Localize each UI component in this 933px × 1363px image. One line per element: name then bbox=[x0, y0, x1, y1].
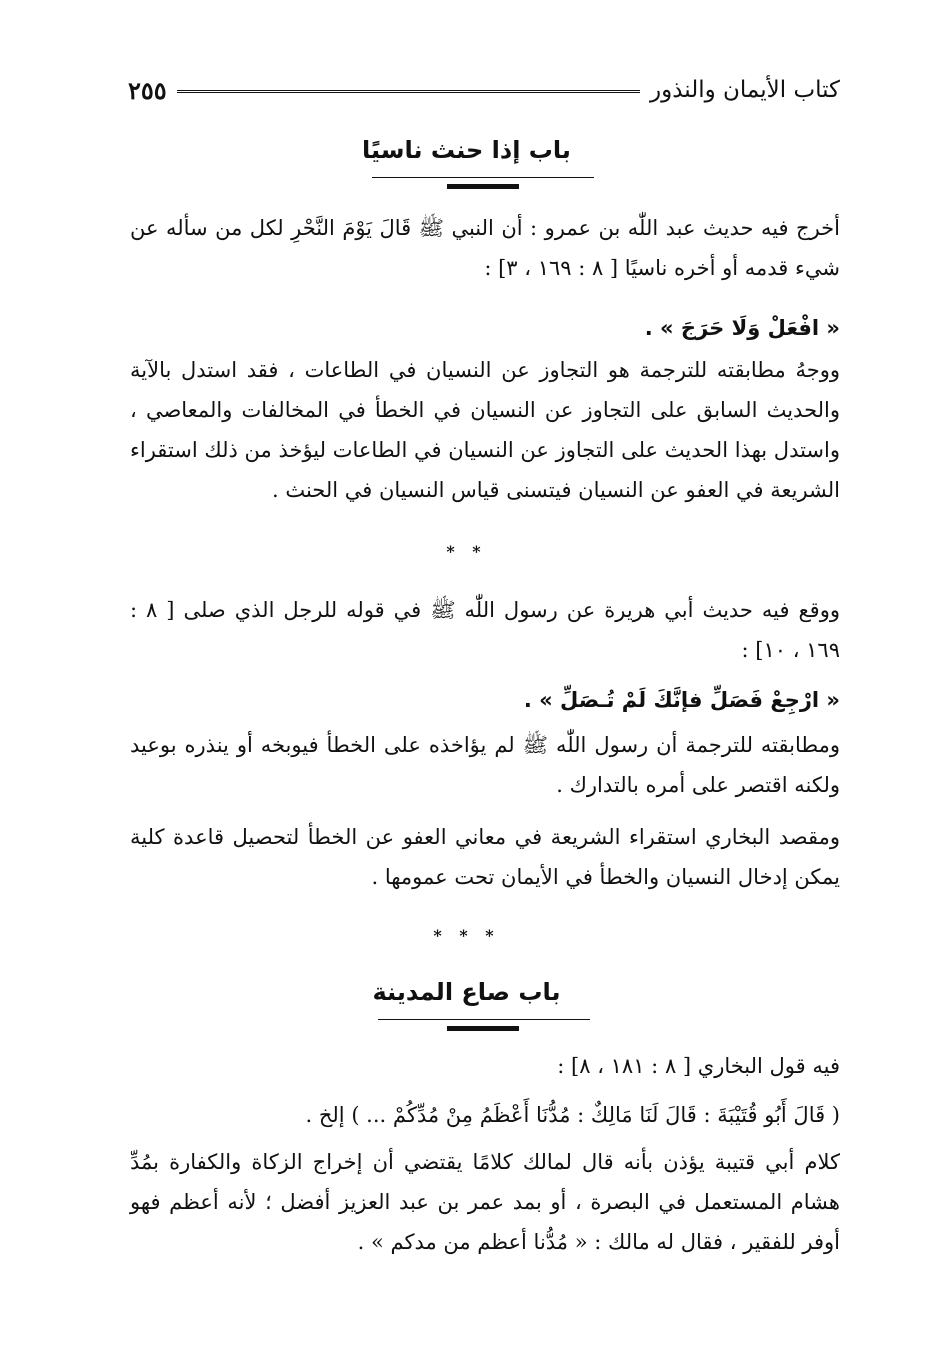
paragraph-mudd-explanation: كلام أبي قتيبة يؤذن بأنه قال لمالك كلامًا يقتضي أن إخراج الزكاة والكفارة بمُدِّ هشام المستعمل في البصرة ، أو بمد عمر بن عبد العزيز أفضل ؛ لأنه أعظم فهو أوفر للفقير ، فقال له مالك : « مُدُّنا أعظم من مدكم » . bbox=[130, 1150, 840, 1254]
section-heading-madina-saa: باب صاع المدينة bbox=[372, 978, 561, 1006]
paragraph-hadith-abu-hurayra: ووقع فيه حديث أبي هريرة عن رسول اللّٰه ﷺ في قوله للرجل الذي صلى [ ٨ : ١٦٩ ، ١٠] : bbox=[130, 598, 840, 662]
quote-text: « افْعَلْ وَلَا حَرَجَ » . bbox=[644, 316, 840, 340]
heading-underline-thick bbox=[447, 184, 519, 189]
header-rule bbox=[177, 90, 640, 95]
paragraph-correspondence: ومطابقته للترجمة أن رسول اللّٰه ﷺ لم يؤاخذه على الخطأ فيوبخه أو ينذره بوعيد ولكنه اقتصر على أمره بالتدارك . bbox=[130, 733, 840, 797]
paragraph-hadith-abdullah: أخرج فيه حديث عبد اللّٰه بن عمرو : أن النبي ﷺ قَالَ يَوْمَ النَّحْرِ لكل من سأله عن شيء قدمه أو أخره ناسيًا [ ٨ : ١٦٩ ، ٣] : bbox=[130, 216, 840, 280]
quote-return-pray bbox=[130, 680, 840, 720]
separator-stars: * * bbox=[446, 542, 487, 561]
paragraph-bukhari-purpose: ومقصد البخاري استقراء الشريعة في معاني العفو عن الخطأ لتحصيل قاعدة كلية يمكن إدخال النسيان والخطأ في الأيمان تحت عمومها . bbox=[130, 825, 840, 889]
running-header bbox=[128, 70, 840, 110]
heading-underline-thin bbox=[378, 1019, 590, 1020]
paragraph-bukhari-quote: فيه قول البخاري [ ٨ : ١٨١ ، ٨] : bbox=[557, 1054, 840, 1078]
quote-no-harm bbox=[130, 308, 840, 348]
quote-text: « ارْجِعْ فَصَلِّ فإنَّكَ لَمْ تُـصَلِّ » . bbox=[523, 688, 840, 712]
heading-underline-thin bbox=[372, 177, 594, 178]
heading-underline-thick bbox=[447, 1026, 519, 1031]
section-heading-forgetful-oath: باب إذا حنث ناسيًا bbox=[362, 136, 571, 164]
paragraph-explanation: ووجهُ مطابقته للترجمة هو التجاوز عن النسيان في الطاعات ، فقد استدل بالآية والحديث السابق على التجاوز عن النسيان في الخطأ في المخالفات والمعاصي ، واستدل بهذا الحديث على التجاوز عن النسيان في الطاعات ليؤخذ من ذلك استقراء الشريعة في العفو عن النسيان فيتسنى قياس النسيان في الحنث . bbox=[130, 358, 840, 502]
separator-stars-end: * * * bbox=[433, 926, 500, 945]
chapter-title: كتاب الأيمان والنذور bbox=[649, 77, 840, 103]
page-number: ٢٥٥ bbox=[128, 75, 167, 105]
quote-abu-qutayba: ( قَالَ أَبُو قُتَيْبَةَ : قَالَ لَنَا مَالِكٌ : مُدُّنَا أَعْظَمُ مِنْ مُدِّكُمْ ... ) إلخ . bbox=[305, 1103, 840, 1127]
